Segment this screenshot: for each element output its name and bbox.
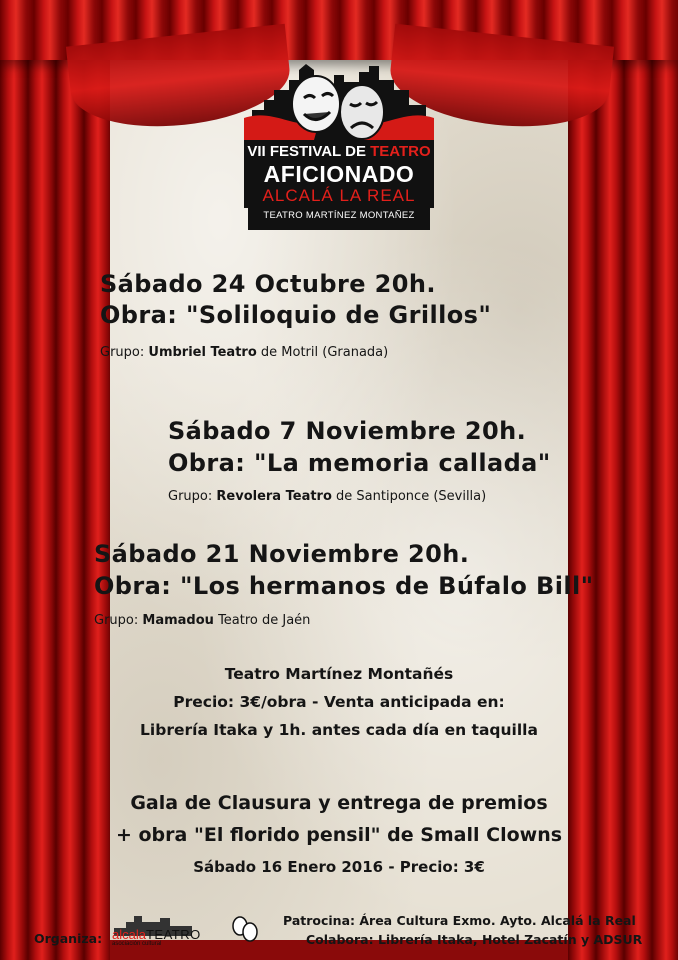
colabora-line: Colabora: Librería Itaka, Hotel Zacatín y ADSUR [306,932,643,947]
event-1-date: Sábado 24 Octubre 20h. [100,270,436,298]
left-curtain [0,0,110,960]
event-3-title: Obra: "Los hermanos de Búfalo Bill" [94,572,594,600]
right-curtain [568,0,678,960]
gala-title: Gala de Clausura y entrega de premios [130,792,548,814]
event-2-title: Obra: "La memoria callada" [168,449,551,477]
event-1-group: Grupo: Umbriel Teatro de Motril (Granada) [100,345,389,360]
event-3-group: Grupo: Mamadou Teatro de Jaén [94,613,311,628]
masks-skyline-icon [244,60,434,150]
logo-line-festival: VII FESTIVAL DE TEATRO [247,143,431,160]
event-3-date: Sábado 21 Noviembre 20h. [94,540,470,568]
logo-line-aficionado: AFICIONADO [263,161,415,187]
venue-name: Teatro Martínez Montañés [224,665,454,683]
event-2-group: Grupo: Revolera Teatro de Santiponce (Sevilla) [168,489,487,504]
logo-line-theatre: TEATRO MARTÍNEZ MONTAÑEZ [263,210,415,221]
organiza-label: Organiza: [34,931,103,946]
patrocina-line: Patrocina: Área Cultura Exmo. Ayto. Alcalá la Real [283,913,636,928]
gala-show: + obra "El florido pensil" de Small Clowns [115,824,563,846]
festival-logo [244,60,434,232]
venue-sales: Librería Itaka y 1h. antes cada día en taquilla [140,721,538,739]
org-logo-subtitle: asociación cultural [112,941,162,947]
gala-date-price: Sábado 16 Enero 2016 - Precio: 3€ [193,858,485,876]
alcala-teatro-logo [112,912,262,948]
logo-line-city: ALCALÁ LA REAL [262,186,416,205]
venue-price: Precio: 3€/obra - Venta anticipada en: [173,693,505,711]
org-logo-text: alcalaTEATRO [112,927,201,942]
event-2-date: Sábado 7 Noviembre 20h. [168,417,527,445]
event-1-title: Obra: "Soliloquio de Grillos" [100,301,492,329]
